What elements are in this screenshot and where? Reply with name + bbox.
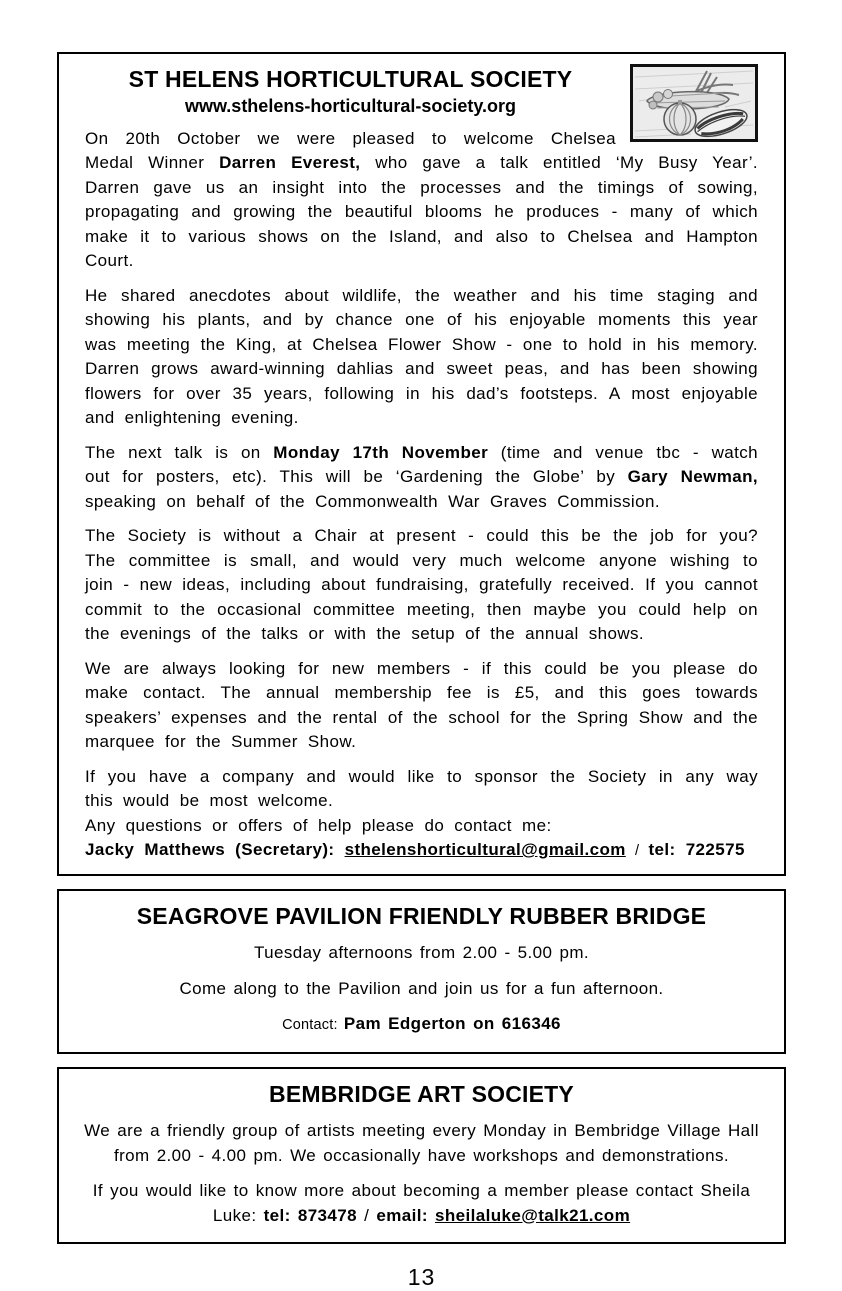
society-website-url: www.sthelens-horticultural-society.org <box>184 95 517 116</box>
text-run: We are always looking for new members - if this could be you please do make contact. The annual membership fee is £5, and this goes towards speakers’ expenses and the rental of the school for the Spring Show and the marquee for the Summer Show. <box>85 658 758 752</box>
email-link[interactable]: sheilaluke@talk21.com <box>435 1205 631 1225</box>
section-seagrove-rubber-bridge <box>57 889 786 1054</box>
vegetable-basket-engraving <box>633 67 755 139</box>
paragraph <box>85 524 758 647</box>
paragraph <box>77 941 766 966</box>
text-run: tel: 873478 <box>263 1205 357 1225</box>
text-run: email: <box>376 1205 436 1225</box>
paragraph <box>77 1119 766 1168</box>
paragraph <box>85 127 758 274</box>
paragraph <box>85 284 758 431</box>
text-run: On 20th October we were pleased to welcome Chelsea Medal Winner <box>85 128 616 173</box>
text-run: who gave a talk entitled ‘My Busy Year’. Darren gave us an insight into the processes and the timings of sowing, propagating and growing the beautiful blooms he produces - many of which make it to various shows on the Island, and also to Chelsea and Hampton Court. <box>85 153 758 271</box>
section-body <box>85 127 758 864</box>
text-run: The next talk is on <box>85 442 274 462</box>
section-body <box>77 941 766 1038</box>
text-run: / <box>625 843 649 860</box>
paragraph <box>85 765 758 814</box>
contact-line <box>85 838 758 864</box>
page-number: 13 <box>407 1264 436 1291</box>
text-run: / <box>356 1205 377 1225</box>
text-run: The Society is without a Chair at present - could this be the job for you? The committee is small, and would very much welcome anyone wishing to join - new ideas, including about fundraising, gratefully received. If you cannot commit to the occasional committee meeting, then maybe you could help on the evenings of the talks or with the setup of the annual shows. <box>85 526 758 644</box>
section-title: ST HELENS HORTICULTURAL SOCIETY <box>128 66 573 92</box>
text-run: If you have a company and would like to sponsor the Society in any way this would be most welcome. <box>85 766 758 811</box>
text-run: Pam Edgerton on 616346 <box>343 1014 561 1034</box>
text-run: Contact: <box>282 1017 344 1034</box>
text-run: Jacky Matthews (Secretary): <box>85 840 345 860</box>
contact-line <box>77 1179 766 1228</box>
section-body <box>77 1119 766 1228</box>
email-link[interactable]: sthelenshorticultural@gmail.com <box>344 840 626 860</box>
text-run: speaking on behalf of the Commonwealth War Graves Commission. <box>85 491 660 511</box>
paragraph <box>77 977 766 1002</box>
paragraph <box>85 657 758 755</box>
section-st-helens-horticultural-society <box>57 52 786 876</box>
paragraph <box>85 441 758 515</box>
section-title: BEMBRIDGE ART SOCIETY <box>269 1080 574 1107</box>
text-run: (time and venue tbc - watch out for posters, etc). This will be ‘Gardening the Globe’ by <box>85 442 758 487</box>
contact-line <box>77 1012 766 1038</box>
section-title: SEAGROVE PAVILION FRIENDLY RUBBER BRIDGE <box>136 902 707 929</box>
paragraph <box>85 814 758 839</box>
text-run: We are a friendly group of artists meeting every Monday in Bembridge Village Hall from 2.00 - 4.00 pm. We occasionally have workshops and demonstrations. <box>84 1121 759 1165</box>
text-run: tel: 722575 <box>648 840 745 860</box>
vegetables-illustration <box>630 64 758 142</box>
text-run: Any questions or offers of help please do contact me: <box>85 815 552 835</box>
text-run: He shared anecdotes about wildlife, the weather and his time staging and showing his plants, and by chance one of his enjoyable moments this year was meeting the King, at Chelsea Flower Show - one to hold in his memory. Darren grows award-winning dahlias and sweet peas, and has been showing flowers for over 35 years, following in his dad’s footsteps. A most enjoyable and enlightening evening. <box>85 285 758 428</box>
text-run: Tuesday afternoons from 2.00 - 5.00 pm. <box>253 943 590 963</box>
text-run: Darren Everest, <box>219 153 361 173</box>
text-run: Come along to the Pavilion and join us for a fun afternoon. <box>179 978 664 998</box>
text-run: If you would like to know more about becoming a member please contact Sheila Luke: <box>92 1181 751 1225</box>
section-bembridge-art-society <box>57 1067 786 1245</box>
text-run: Gary Newman, <box>627 467 759 487</box>
text-run: Monday 17th November <box>273 442 489 462</box>
